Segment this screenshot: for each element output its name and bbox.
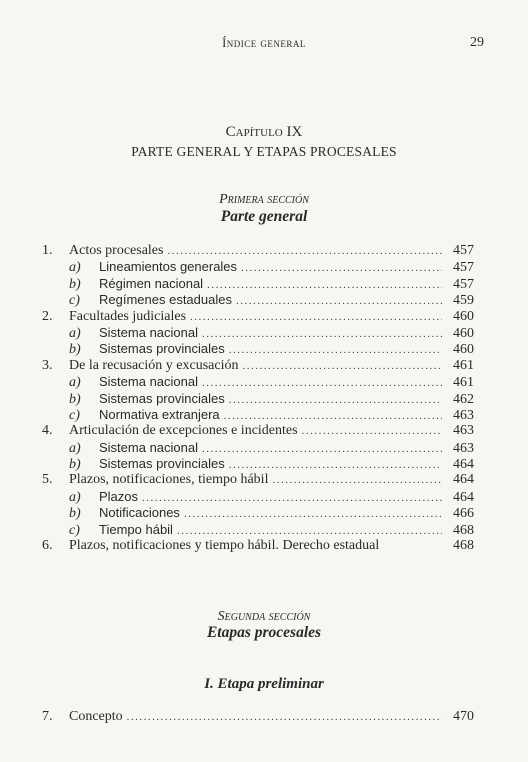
toc-entry-leader-dots [207, 277, 442, 293]
toc-entry-letter: a) [69, 489, 81, 505]
toc-entry-number: 3. [42, 357, 53, 373]
toc-entry-label: Regímenes estaduales [99, 292, 232, 308]
toc-entry-page: 463 [453, 423, 474, 439]
toc-entry [42, 259, 474, 275]
toc-entry-label: Lineamientos generales [99, 259, 238, 275]
toc-entry-page: 468 [453, 538, 474, 554]
toc-entry-label: Actos procesales [69, 243, 164, 258]
toc-entry-label: Tiempo hábil [99, 521, 173, 537]
toc-entry-label: De la recusación y excusación [69, 357, 239, 373]
toc-entry-label: Sistemas provinciales [99, 390, 225, 406]
toc-entry-leader-dots [142, 490, 442, 506]
toc-entry-letter: c) [69, 293, 80, 309]
toc-entry-page: 457 [453, 276, 474, 292]
running-header-title: Índice general [222, 36, 306, 50]
toc-entry-label: Normativa extranjera [99, 406, 220, 422]
toc-entry-leader-dots [272, 472, 442, 488]
toc-entry-number: 1. [42, 243, 53, 258]
toc-entry-leader-dots [202, 441, 442, 457]
toc-entry [42, 276, 474, 292]
toc-entry [42, 391, 474, 407]
toc-entry-page: 470 [453, 709, 474, 724]
toc-entry-page: 457 [453, 243, 474, 258]
chapter-title: PARTE GENERAL Y ETAPAS PROCESALES [131, 144, 397, 159]
toc-entry-page: 460 [453, 325, 474, 341]
toc-entry-page: 463 [453, 440, 474, 456]
toc-entry-leader-dots [167, 243, 442, 259]
toc-entry-label: Sistema nacional [99, 324, 198, 340]
toc-entry-label: Sistemas provinciales [99, 341, 225, 357]
toc-entry-leader-dots [241, 260, 442, 276]
toc-entry-letter: a) [69, 260, 81, 276]
toc-entry-page: 459 [453, 293, 474, 309]
toc-entry [42, 358, 474, 374]
toc-entry-label: Articulación de excepciones e incidentes [69, 423, 298, 439]
toc-entry-letter: c) [69, 522, 80, 538]
toc-entry-label: Sistemas provinciales [99, 456, 225, 472]
section-1-label: Primera sección [219, 192, 309, 207]
toc-entry-number: 2. [42, 308, 53, 324]
toc-entry [42, 440, 474, 456]
toc-entry-letter: b) [69, 457, 81, 473]
toc-entry-page: 464 [453, 489, 474, 505]
toc-entry-page: 466 [453, 506, 474, 522]
toc-entry [42, 325, 474, 341]
section-2-label: Segunda sección [217, 609, 311, 624]
toc-entry-letter: b) [69, 391, 81, 407]
toc-entry-leader-dots [229, 457, 442, 473]
toc-entry [42, 292, 474, 308]
toc-entry-label: Concepto [69, 709, 123, 724]
toc-entry-leader-dots [302, 423, 442, 439]
toc-entry-leader-dots [190, 309, 442, 325]
toc-list-section-1 [42, 243, 474, 554]
toc-entry-label: Plazos [99, 488, 139, 504]
toc-entry-letter: a) [69, 325, 81, 341]
toc-entry [42, 309, 474, 325]
toc-entry-leader-dots [184, 506, 442, 522]
toc-entry-page: 464 [453, 457, 474, 473]
running-header-page-number: 29 [470, 35, 484, 50]
toc-entry-page: 460 [453, 308, 474, 324]
toc-entry-label: Sistema nacional [99, 374, 198, 390]
toc-entry-letter: c) [69, 407, 80, 423]
toc-entry-page: 461 [453, 375, 474, 391]
toc-entry-letter: b) [69, 276, 81, 292]
toc-entry-label: Notificaciones [99, 505, 180, 521]
toc-entry [42, 456, 474, 472]
toc-entry-number: 7. [42, 709, 53, 724]
toc-entry-page: 462 [453, 391, 474, 407]
toc-entry-number: 5. [42, 472, 53, 488]
toc-entry-number: 4. [42, 423, 53, 439]
toc-entry-letter: b) [69, 506, 81, 522]
toc-entry-page: 468 [453, 522, 474, 538]
toc-entry-page: 461 [453, 357, 474, 373]
toc-entry-number: 6. [42, 538, 53, 554]
toc-entry [42, 472, 474, 488]
toc-entry-leader-dots [229, 342, 442, 358]
toc-entry-label: Plazos, notificaciones, tiempo hábil [69, 472, 269, 488]
toc-entry [42, 505, 474, 521]
toc-entry-leader-dots [236, 293, 442, 309]
toc-entry-leader-dots [127, 709, 442, 725]
toc-entry-label: Sistema nacional [99, 439, 198, 455]
toc-entry-letter: a) [69, 440, 81, 456]
chapter-label: Capítulo IX [225, 124, 303, 140]
toc-entry-leader-dots [229, 392, 442, 408]
section-2-title: Etapas procesales [206, 624, 322, 641]
toc-entry-page: 463 [453, 407, 474, 423]
section-1-title: Parte general [220, 208, 308, 225]
toc-entry-letter: a) [69, 375, 81, 391]
toc-entry-leader-dots [224, 408, 442, 424]
toc-entry-page: 464 [453, 472, 474, 488]
toc-entry-leader-dots [202, 326, 442, 342]
toc-entry [42, 243, 474, 259]
toc-entry [42, 374, 474, 390]
toc-entry-leader-dots [242, 358, 442, 374]
toc-entry-label: Plazos, notificaciones y tiempo hábil. Derecho estadual [69, 538, 380, 554]
toc-entry [42, 423, 474, 439]
toc-entry-letter: b) [69, 342, 81, 358]
toc-entry [42, 709, 474, 725]
toc-entry [42, 522, 474, 538]
toc-entry-label: Régimen nacional [99, 275, 204, 291]
toc-entry-label: Facultades judiciales [69, 308, 187, 324]
toc-entry-page: 460 [453, 342, 474, 358]
toc-entry-leader-dots [177, 523, 442, 539]
toc-list-section-2 [42, 709, 474, 725]
toc-entry [42, 407, 474, 423]
toc-entry [42, 489, 474, 505]
subsection-title: I. Etapa preliminar [204, 676, 324, 692]
toc-entry [42, 538, 474, 554]
toc-entry-page: 457 [453, 260, 474, 276]
toc-entry [42, 341, 474, 357]
toc-entry-leader-dots [202, 375, 442, 391]
